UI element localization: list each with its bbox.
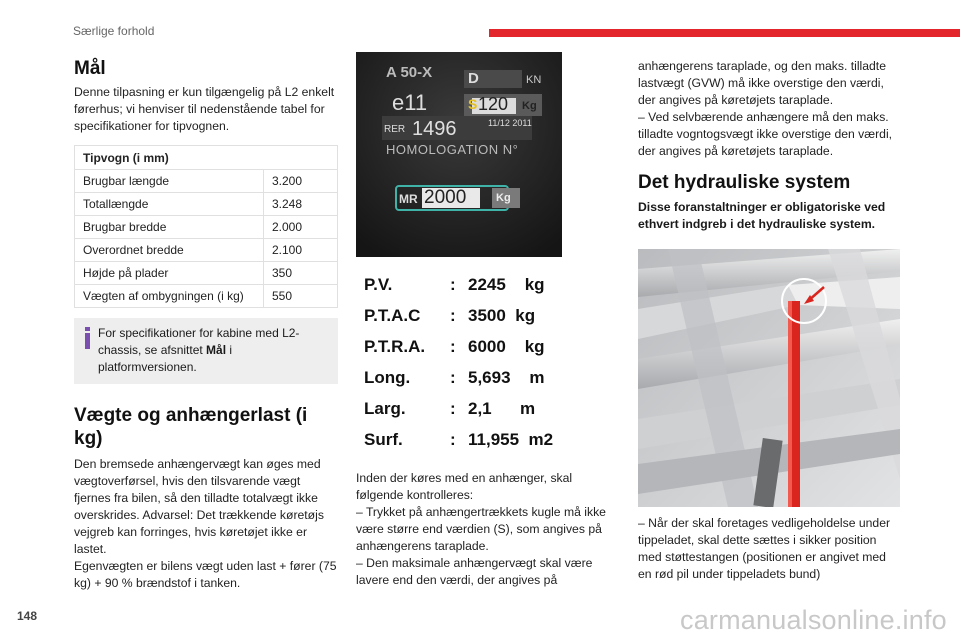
- hydraulic-support-photo: [638, 249, 900, 507]
- plate-s-label: S: [468, 96, 478, 112]
- table-row: Brugbar længde 3.200: [75, 170, 338, 193]
- weights-text: Den bremsede anhængervægt kan øges med vægtoverførsel, hvis den tilsvarende vægt fjernes fra bilen, så den tilladte totalvægt ikke overskrides. Advarsel: Det trækkende køretøjs vejgreb kan forringes, hvis køretøjet ikke er lastet.: [74, 457, 324, 556]
- plate-date: 11/12 2011: [488, 118, 532, 128]
- kerb-weight-text: Egenvægten er bilens vægt uden last + fører (75 kg) + 90 % brændstof i tanken.: [74, 559, 337, 590]
- vehicle-specs-list: [364, 269, 616, 455]
- info-icon: [83, 327, 93, 349]
- plate-e-mark: e11: [392, 90, 428, 115]
- plate-s-value: 120: [478, 94, 509, 114]
- spec-line: P.V. : 2245 kg: [364, 274, 545, 294]
- table-row: Overordnet bredde 2.100: [75, 239, 338, 262]
- section-title-dimensions: Mål: [74, 58, 106, 79]
- tipper-underside-graphic: [638, 249, 900, 507]
- section-title-hydraulic: Det hydrauliske system: [638, 172, 851, 193]
- tipper-spec-table: [74, 145, 338, 308]
- table-row: Højde på plader 350: [75, 262, 338, 285]
- column-middle: [356, 52, 616, 589]
- column-right: [638, 58, 902, 583]
- table-row: Totallængde 3.248: [75, 193, 338, 216]
- section-header: Særlige forhold: [73, 24, 155, 38]
- section-title-weights: Vægte og anhængerlast (i kg): [74, 405, 308, 449]
- spec-line: Long. : 5,693 m: [364, 367, 545, 387]
- plate-rer-value: 1496: [412, 118, 457, 140]
- table-header: Tipvogn (i mm): [75, 146, 338, 170]
- plate-rer-label: RER: [384, 124, 406, 135]
- plate-mr-value: 2000: [424, 187, 467, 208]
- plate-kn-label: KN: [526, 74, 542, 86]
- hydraulic-intro: Disse foranstaltninger er obligatoriske ved ethvert indgreb i det hydrauliske system.: [638, 200, 886, 231]
- spec-line: P.T.A.C : 3500 kg: [364, 305, 536, 325]
- table-row: Brugbar bredde 2.000: [75, 216, 338, 239]
- dimensions-intro: Denne tilpasning er kun tilgængelig på L2 enkelt førerhus; vi henviser til nedenstående tabel for specifikationer for tipvognen.: [74, 85, 335, 133]
- plate-mr-kg: Kg: [496, 192, 511, 204]
- column-left: [74, 58, 338, 592]
- spec-line: P.T.R.A. : 6000 kg: [364, 336, 545, 356]
- plate-code: A 50-X: [386, 64, 433, 81]
- plate-s-kg: Kg: [522, 100, 537, 112]
- table-row: Vægten af ombygningen (i kg) 550: [75, 285, 338, 308]
- watermark: carmanualsonline.info: [680, 605, 947, 635]
- weight-plate-photo: [356, 52, 562, 257]
- page-number: 148: [17, 609, 38, 623]
- info-note: For specifikationer for kabine med L2-chassis, se afsnittet Mål i platformversionen.: [74, 318, 338, 384]
- spec-line: Larg. : 2,1 m: [364, 398, 536, 418]
- trailer-plate-continuation: anhængerens taraplade, og den maks. tilladte lastvægt (GVW) må ikke overstige den værdi, der angives på køretøjets taraplade. – Ved selvbærende anhængere må den maks. tilladte vogntogsvægt ikke overstige den værdi, der angives på køretøjets taraplade.: [638, 59, 893, 158]
- plate-homologation: HOMOLOGATION N°: [386, 142, 519, 157]
- spec-line: Surf. : 11,955 m2: [364, 429, 554, 449]
- maintenance-text: – Når der skal foretages vedligeholdelse under tippeladet, skal dette sættes i sikker position med støttestangen (positionen er angivet med en rød pil under tippeladets bund): [638, 516, 891, 581]
- trailer-checks-text: Inden der køres med en anhænger, skal følgende kontrolleres: – Trykket på anhængertrækkets kugle må ikke være større end værdien (S), som angives på anhængerens taraplade. – Den maksimale anhængervægt skal være lavere end den værdi, der angives på: [356, 471, 606, 587]
- header-accent-bar: [489, 29, 960, 37]
- plate-d-label: D: [468, 70, 479, 87]
- plate-mr-label: MR: [399, 192, 418, 206]
